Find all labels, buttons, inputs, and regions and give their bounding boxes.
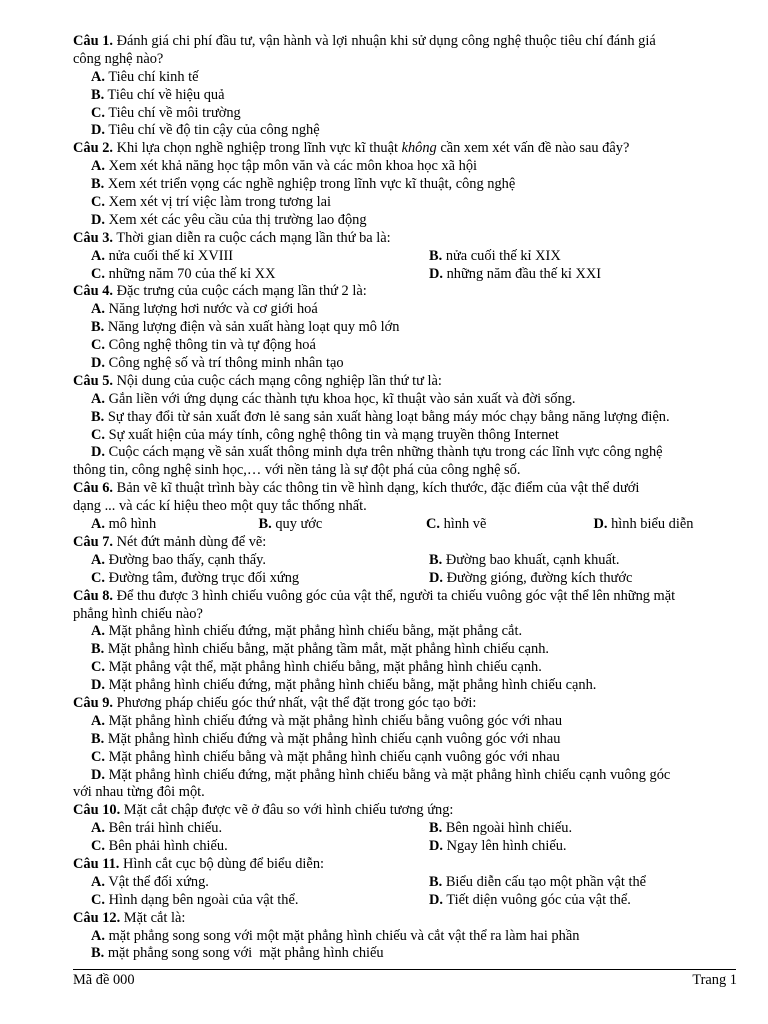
option-key: D.	[91, 677, 105, 694]
option-row	[73, 176, 743, 194]
option-cell	[576, 516, 744, 534]
option-text: hình biểu diễn	[611, 516, 694, 533]
question-text-cont: phẳng hình chiếu nào?	[73, 605, 203, 622]
question-1-cont	[73, 51, 743, 69]
option-key: D.	[91, 444, 105, 461]
question-number: Câu 4.	[73, 283, 113, 300]
option-text: nửa cuối thế kỉ XVIII	[108, 247, 234, 264]
question-6-cont	[73, 498, 743, 516]
option-text: Bên ngoài hình chiếu.	[445, 820, 573, 837]
option-text: Cuộc cách mạng về sản xuất thông minh dựa trên những thành tựu trong các lĩnh vực công nghệ	[108, 444, 663, 461]
option-text: Mặt phẳng hình chiếu đứng và mặt phẳng hình chiếu bằng vuông góc với nhau	[108, 712, 563, 729]
question-text: Để thu được 3 hình chiếu vuông góc của vật thể, người ta chiếu vuông góc vật thể lên những mặt	[116, 587, 676, 604]
question-text: Mặt cắt chập được vẽ ở đâu so với hình chiếu tương ứng:	[123, 802, 454, 819]
option-row	[73, 87, 743, 105]
option-row	[73, 713, 743, 731]
question-number: Câu 8.	[73, 587, 113, 604]
option-key: D.	[91, 355, 105, 372]
option-cell	[73, 248, 411, 266]
question-number: Câu 1.	[73, 33, 113, 49]
option-key: C.	[91, 426, 105, 443]
option-key: C.	[91, 891, 105, 908]
footer-divider	[73, 969, 736, 970]
option-key: B.	[91, 641, 105, 658]
option-row	[73, 749, 743, 767]
option-text: Mặt phẳng hình chiếu đứng, mặt phẳng hình chiếu bằng, mặt phẳng cắt.	[108, 623, 523, 640]
option-text: Mặt phẳng hình chiếu đứng và mặt phẳng hình chiếu cạnh vuông góc với nhau	[107, 730, 561, 747]
option-key: B.	[429, 820, 443, 837]
option-key: A.	[91, 820, 105, 837]
option-row	[73, 409, 743, 427]
option-cell	[73, 820, 411, 838]
option-text: Biểu diễn cấu tạo một phần vật thể	[445, 873, 647, 890]
question-text: Đánh giá chi phí đầu tư, vận hành và lợi nhuận khi sử dụng công nghệ thuộc tiêu chí đánh giá	[116, 33, 656, 49]
option-cell	[241, 516, 409, 534]
question-9	[73, 695, 743, 713]
option-cell	[411, 892, 743, 910]
option-row	[73, 69, 743, 87]
option-row	[73, 945, 743, 963]
option-key: B.	[91, 176, 105, 193]
option-text: Xem xét vị trí việc làm trong tương lai	[108, 194, 332, 211]
option-key: D.	[593, 516, 608, 533]
question-text-post: cần xem xét vấn đề nào sau đây?	[436, 140, 630, 157]
option-text: Mặt phẳng hình chiếu bằng, mặt phẳng tầm mắt, mặt phẳng hình chiếu cạnh.	[107, 641, 550, 658]
option-text: Mặt phẳng hình chiếu đứng, mặt phẳng hình chiếu bằng và mặt phẳng hình chiếu cạnh vuông góc	[108, 766, 671, 783]
option-row-pair	[73, 892, 743, 910]
option-text: những năm 70 của thế kỉ XX	[108, 265, 276, 282]
option-text: Mặt phẳng hình chiếu bằng và mặt phẳng hình chiếu cạnh vuông góc với nhau	[108, 748, 560, 765]
question-text: Nét đứt mảnh dùng để vẽ:	[116, 533, 267, 550]
question-number: Câu 11.	[73, 855, 120, 872]
option-row	[73, 212, 743, 230]
question-text: Thời gian diễn ra cuộc cách mạng lần thứ ba là:	[116, 229, 391, 246]
option-row-pair	[73, 266, 743, 284]
question-number: Câu 7.	[73, 533, 113, 550]
option-text: Vật thể đối xứng.	[108, 873, 209, 890]
question-12	[73, 910, 743, 928]
question-text: Đặc trưng của cuộc cách mạng lần thứ 2 là:	[116, 283, 367, 300]
question-text: Mặt cắt là:	[123, 909, 186, 926]
option-cell	[73, 266, 411, 284]
option-key: A.	[91, 551, 105, 568]
option-key: B.	[91, 408, 105, 425]
option-key: D.	[429, 265, 443, 282]
option-cell	[73, 874, 411, 892]
option-text: Xem xét các yêu cầu của thị trường lao động	[108, 211, 367, 228]
option-text: Năng lượng hơi nước và cơ giới hoá	[108, 301, 318, 318]
option-key: A.	[91, 927, 105, 944]
option-text: Bên phải hình chiếu.	[108, 838, 228, 855]
option-text: Ngay lên hình chiếu.	[446, 838, 567, 855]
option-row	[73, 928, 743, 946]
option-key: B.	[429, 551, 443, 568]
option-key: D.	[429, 838, 443, 855]
question-number: Câu 3.	[73, 229, 113, 246]
question-3	[73, 230, 743, 248]
option-text: Sự xuất hiện của máy tính, công nghệ thông tin và mạng truyền thông Internet	[108, 426, 559, 443]
option-row	[73, 337, 743, 355]
option-key: D.	[91, 211, 105, 228]
option-cell	[408, 516, 576, 534]
question-8-cont	[73, 606, 743, 624]
question-text-pre: Khi lựa chọn nghề nghiệp trong lĩnh vực kĩ thuật	[116, 140, 402, 157]
option-key: B.	[91, 319, 105, 336]
option-key: A.	[91, 623, 105, 640]
option-row	[73, 677, 743, 695]
question-2	[73, 140, 743, 158]
question-text: Nội dung của cuộc cách mạng công nghiệp lần thứ tư là:	[116, 372, 442, 389]
page-footer	[73, 972, 737, 989]
question-text: Hình cắt cục bộ dùng để biểu diễn:	[123, 855, 325, 872]
option-text-cont: thông tin, công nghệ sinh học,… với nền tảng là sự đột phá của công nghệ số.	[73, 462, 521, 479]
option-text: Tiêu chí về độ tin cậy của công nghệ	[108, 122, 320, 139]
option-key: A.	[91, 301, 105, 318]
option-cell	[411, 552, 743, 570]
option-row-pair	[73, 552, 743, 570]
option-text: những năm đầu thế kỉ XXI	[446, 265, 602, 282]
option-text: Xem xét triển vọng các nghề nghiệp trong lĩnh vực kĩ thuật, công nghệ	[107, 176, 516, 193]
option-text: mặt phẳng song song với một mặt phẳng hình chiếu và cắt vật thể ra làm hai phần	[108, 927, 580, 944]
option-row	[73, 767, 743, 785]
option-text: Tiết diện vuông góc của vật thể.	[446, 891, 631, 908]
option-key: C.	[91, 194, 105, 211]
option-key: C.	[91, 659, 105, 676]
question-11	[73, 856, 743, 874]
question-text: Phương pháp chiếu góc thứ nhất, vật thể đặt trong góc tạo bởi:	[116, 694, 477, 711]
option-text: quy ước	[275, 516, 323, 533]
option-key: D.	[91, 122, 105, 139]
option-row	[73, 194, 743, 212]
option-text: Đường bao khuất, cạnh khuất.	[445, 551, 620, 568]
option-text: mặt phẳng song song với mặt phẳng hình chiếu	[107, 945, 384, 962]
option-text: Xem xét khả năng học tập môn văn và các môn khoa học xã hội	[108, 158, 478, 175]
question-text: Bản vẽ kĩ thuật trình bày các thông tin về hình dạng, kích thước, đặc điểm của vật thể dưới	[116, 480, 640, 497]
option-key: D.	[91, 766, 105, 783]
option-row	[73, 122, 743, 140]
option-text: Sự thay đổi từ sản xuất đơn lẻ sang sản xuất hàng loạt bằng máy móc chạy bằng năng lượng điện.	[107, 408, 670, 425]
option-row	[73, 444, 743, 462]
option-text: Đường tâm, đường trục đối xứng	[108, 569, 300, 586]
option-key: B.	[429, 247, 443, 264]
option-row	[73, 105, 743, 123]
option-cell	[411, 266, 743, 284]
question-number: Câu 12.	[73, 909, 121, 926]
question-number: Câu 5.	[73, 372, 113, 389]
option-cell	[73, 552, 411, 570]
option-text-cont: với nhau từng đôi một.	[73, 784, 205, 801]
question-text-cont: công nghệ nào?	[73, 50, 164, 67]
question-7	[73, 534, 743, 552]
option-key: C.	[91, 838, 105, 855]
option-key: C.	[426, 516, 440, 533]
option-key: D.	[429, 891, 443, 908]
option-key: C.	[91, 569, 105, 586]
option-key: A.	[91, 516, 105, 533]
option-key: C.	[91, 748, 105, 765]
option-row	[73, 623, 743, 641]
option-cell	[73, 838, 411, 856]
question-1	[73, 33, 743, 51]
option-key: B.	[91, 945, 105, 962]
option-text: Tiêu chí về môi trường	[108, 104, 241, 121]
question-5	[73, 373, 743, 391]
option-cell	[411, 874, 743, 892]
option-key: C.	[91, 337, 105, 354]
option-key: C.	[91, 104, 105, 121]
option-row	[73, 731, 743, 749]
option-key: A.	[91, 390, 105, 407]
option-key: B.	[91, 86, 105, 103]
option-key: A.	[91, 873, 105, 890]
question-number: Câu 2.	[73, 140, 113, 157]
option-text: Mặt phẳng hình chiếu đứng, mặt phẳng hình chiếu bằng, mặt phẳng hình chiếu cạnh.	[108, 677, 597, 694]
option-cell	[73, 892, 411, 910]
option-key: C.	[91, 265, 105, 282]
exam-content	[73, 33, 743, 963]
question-number: Câu 9.	[73, 694, 113, 711]
option-cell	[73, 570, 411, 588]
option-row-pair	[73, 248, 743, 266]
question-4	[73, 283, 743, 301]
option-text: Năng lượng điện và sản xuất hàng loạt quy mô lớn	[107, 319, 400, 336]
option-cell	[411, 248, 743, 266]
option-text: Bên trái hình chiếu.	[108, 820, 223, 837]
option-text: Đường gióng, đường kích thước	[446, 569, 633, 586]
option-text: Công nghệ số và trí thông minh nhân tạo	[108, 355, 344, 372]
question-text-emphasis: không	[401, 140, 437, 157]
question-number: Câu 10.	[73, 802, 121, 819]
option-row	[73, 659, 743, 677]
option-key: B.	[429, 873, 443, 890]
option-cell	[411, 570, 743, 588]
option-row	[73, 355, 743, 373]
option-row	[73, 391, 743, 409]
option-text: Hình dạng bên ngoài của vật thể.	[108, 891, 299, 908]
option-row	[73, 158, 743, 176]
option-row	[73, 641, 743, 659]
option-key: D.	[429, 569, 443, 586]
option-key: B.	[91, 730, 105, 747]
option-row-pair	[73, 874, 743, 892]
option-row-pair	[73, 820, 743, 838]
option-row-cont	[73, 784, 743, 802]
question-8	[73, 588, 743, 606]
option-key: A.	[91, 68, 105, 85]
option-text: Tiêu chí về hiệu quả	[107, 86, 225, 103]
option-cell	[411, 838, 743, 856]
option-row-pair	[73, 838, 743, 856]
option-row	[73, 301, 743, 319]
exam-code: Mã đề 000	[73, 972, 135, 988]
option-text: Mặt phẳng vật thể, mặt phẳng hình chiếu bằng, mặt phẳng hình chiếu cạnh.	[108, 659, 542, 676]
option-cell	[411, 820, 743, 838]
option-key: A.	[91, 712, 105, 729]
option-key: A.	[91, 158, 105, 175]
option-text: Công nghệ thông tin và tự động hoá	[108, 337, 316, 354]
option-cell	[73, 516, 241, 534]
option-text: hình vẽ	[443, 516, 487, 533]
option-row	[73, 319, 743, 337]
question-text-cont: dạng ... và các kí hiệu theo một quy tắc thống nhất.	[73, 498, 367, 515]
option-text: nửa cuối thế kỉ XIX	[445, 247, 561, 264]
option-text: Đường bao thấy, cạnh thấy.	[108, 551, 267, 568]
option-row-cont	[73, 462, 743, 480]
question-10	[73, 802, 743, 820]
option-row	[73, 427, 743, 445]
option-key: A.	[91, 247, 105, 264]
option-row-pair	[73, 570, 743, 588]
option-text: mô hình	[108, 516, 157, 533]
question-6	[73, 480, 743, 498]
option-row-quad	[73, 516, 743, 534]
question-number: Câu 6.	[73, 480, 113, 497]
option-text: Tiêu chí kinh tế	[108, 68, 199, 85]
page-number: Trang 1	[692, 972, 737, 988]
option-key: B.	[258, 516, 272, 533]
option-text: Gắn liền với ứng dụng các thành tựu khoa học, kĩ thuật vào sản xuất và đời sống.	[108, 390, 576, 407]
